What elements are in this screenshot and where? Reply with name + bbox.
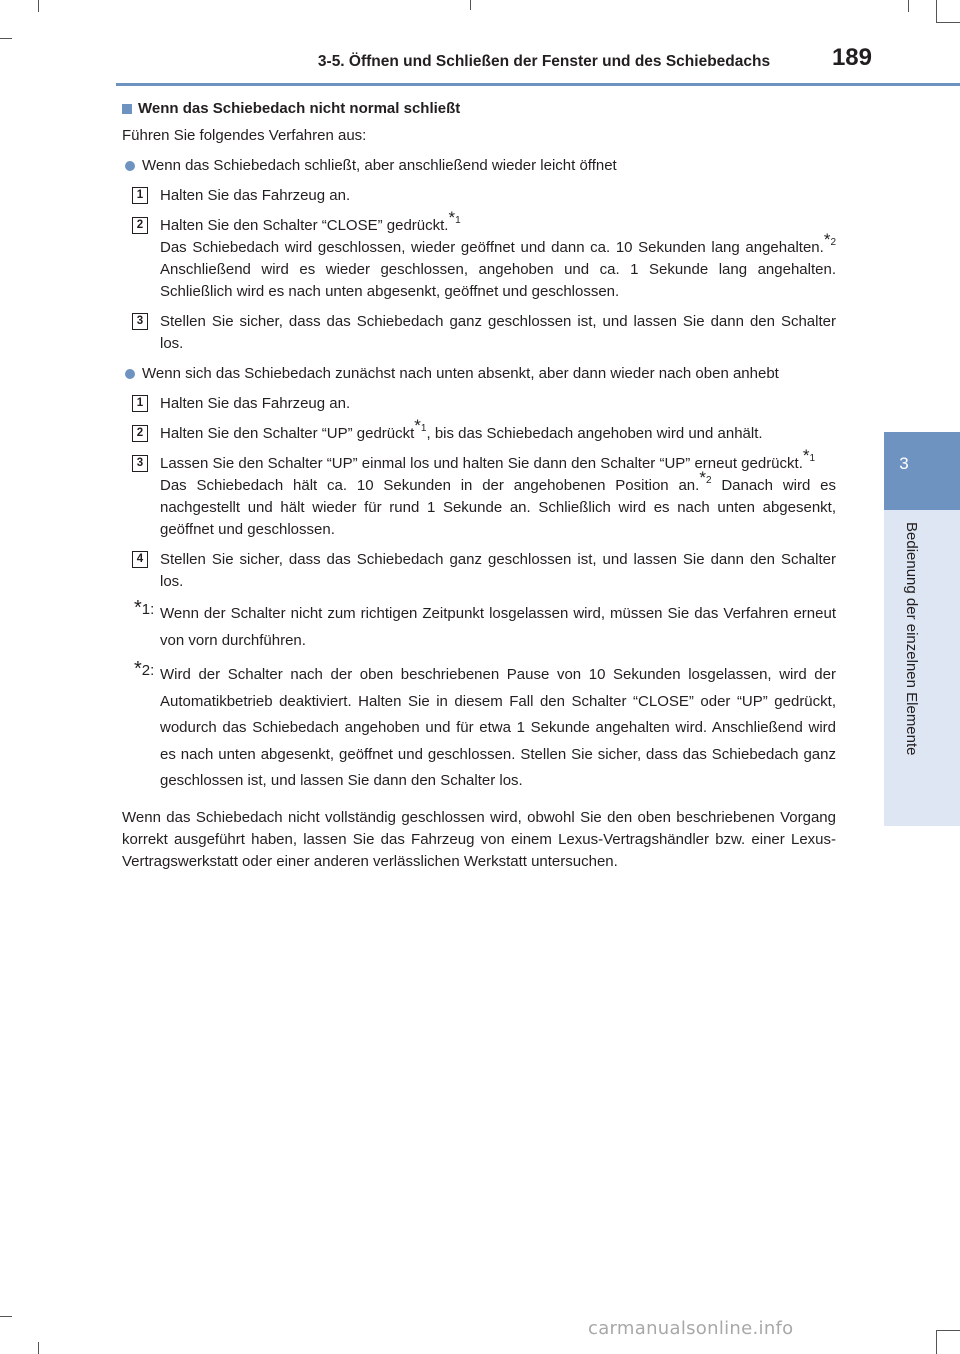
crop-mark [936, 0, 937, 22]
step-number-badge: 1 [132, 395, 148, 412]
case-title: Wenn sich das Schiebedach zunächst nach unten absenkt, aber dann wieder nach oben anhebt [122, 363, 836, 385]
page-number: 189 [831, 44, 872, 71]
footnote-mark: *2: [134, 658, 155, 680]
crop-mark [908, 0, 909, 12]
step-item: 2 Halten Sie den Schalter “UP” gedrückt$^{*1}$, bis das Schiebedach angehoben wird und anhält. [122, 423, 836, 445]
chapter-tab-strip [884, 510, 960, 826]
step-item: 1 Halten Sie das Fahrzeug an. [122, 185, 836, 207]
footnote: *1: Wenn der Schalter nicht zum richtigen Zeitpunkt losgelassen wird, müssen Sie das Verfahren erneut von vorn durchführen. [134, 597, 836, 649]
crop-mark [0, 38, 12, 39]
crop-mark [470, 0, 471, 10]
step-item: 4 Stellen Sie sicher, dass das Schiebedach ganz geschlossen ist, und lassen Sie dann den Schalter los. [122, 549, 836, 593]
intro-text: Führen Sie folgendes Verfahren aus: [122, 127, 367, 144]
crop-mark [38, 0, 39, 12]
chapter-title: 3-5. Öffnen und Schließen der Fenster und des Schiebedachs [317, 53, 771, 70]
footnote-mark: *1: [134, 597, 155, 619]
step-item: 3 Stellen Sie sicher, dass das Schiebedach ganz geschlossen ist, und lassen Sie dann den Schalter los. [122, 311, 836, 355]
step-number-badge: 3 [132, 313, 148, 330]
step-item: 2 Halten Sie den Schalter “CLOSE” gedrückt.$^{*1}$ Das Schiebedach wird geschlossen, wieder geöffnet und dann ca. 10 Sekunden lang angehalten.$^{*2}$ Anschließend wird es wieder geschlossen, angehoben und ca. 1 Sekunde lang angehalten. Schließlich wird es nach unten abgesenkt, geöffnet und geschlossen. [122, 215, 836, 303]
footnote: *2: Wird der Schalter nach der oben beschriebenen Pause von 10 Sekunden losgelassen, wird der Automatikbetrieb deaktiviert. Halten Sie in diesem Fall den Schalter “CLOSE” oder “UP” gedrückt, wodurch das Schiebedach angehoben und für etwa 1 Sekunde angehalten wird. Anschließend wird es nach unten abgesenkt, geöffnet und geschlossen. Stellen Sie sicher, dass das Schiebedach ganz geschlossen ist, und lassen Sie dann den Schalter los. [134, 658, 836, 789]
square-bullet-icon [122, 104, 132, 114]
crop-mark [38, 1342, 39, 1354]
step-number-badge: 4 [132, 551, 148, 568]
footnote-ref: *2 [699, 468, 712, 487]
closing-paragraph: Wenn das Schiebedach nicht vollständig geschlossen wird, obwohl Sie den oben beschriebenen Vorgang korrekt ausgeführt haben, lassen Sie das Fahrzeug von einem Lexus-Vertragshändler bzw. einer Lexus-Vertragswerkstatt oder einer anderen verlässlichen Werkstatt untersuchen. [122, 808, 836, 870]
header-rule [116, 83, 960, 86]
section-heading: Wenn das Schiebedach nicht normal schließt [122, 98, 836, 120]
crop-mark [936, 1330, 937, 1354]
circle-bullet-icon [125, 161, 135, 171]
footnote-ref: *1 [414, 416, 427, 435]
crop-mark [936, 1330, 960, 1331]
step-item: 3 Lassen Sie den Schalter “UP” einmal los und halten Sie dann den Schalter “UP” erneut gedrückt.$^{*1}$ Das Schiebedach hält ca. 10 Sekunden in der angehobenen Position an.$^{*2}$ Danach wird es nachgestellt und hält wieder für rund 1 Sekunde an. Schließlich wird es nach unten abgesenkt, geöffnet und geschlossen. [122, 453, 836, 541]
crop-mark [0, 1316, 12, 1317]
step-item: 1 Halten Sie das Fahrzeug an. [122, 393, 836, 415]
chapter-tab-label: Bedienung der einzelnen Elemente [903, 522, 920, 756]
footnote-ref: *1 [448, 208, 461, 227]
chapter-tab-number: 3 [899, 454, 909, 473]
footnote-ref: *1 [802, 446, 816, 465]
footnote-ref: *2 [823, 230, 836, 249]
step-number-badge: 2 [132, 217, 148, 234]
case-title: Wenn das Schiebedach schließt, aber anschließend wieder leicht öffnet [122, 155, 836, 177]
step-number-badge: 1 [132, 187, 148, 204]
step-number-badge: 3 [132, 455, 148, 472]
main-content [122, 98, 836, 873]
circle-bullet-icon [125, 369, 135, 379]
watermark: carmanualsonline.info [588, 1318, 794, 1339]
crop-mark [936, 22, 960, 23]
step-number-badge: 2 [132, 425, 148, 442]
